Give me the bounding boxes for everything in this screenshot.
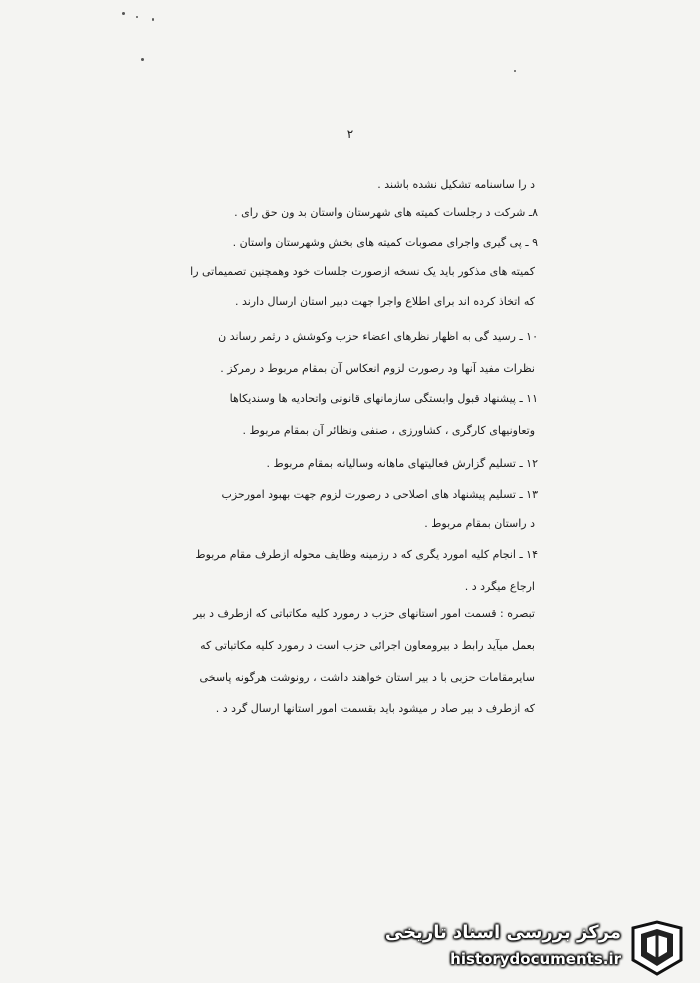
text-line: د را ساسنامه تشکیل نشده باشند . xyxy=(377,178,535,191)
text-line: ۱۴ ـ انجام کلیه امورد یگری که د رزمینه وظایف محوله ازطرف مقام مربوط xyxy=(195,548,538,561)
text-line: که اتخاذ کرده اند برای اطلاع واجرا جهت دبیر استان ارسال دارند . xyxy=(234,295,535,308)
watermark-url: historydocuments.ir xyxy=(450,950,621,968)
text-line: ۹ ـ پی گیری واجرای مصوبات کمیته های بخش وشهرستان واستان . xyxy=(232,236,538,249)
text-line: ۸ـ شرکت د رجلسات کمیته های شهرستان واستان بد ون حق رای . xyxy=(234,206,538,219)
text-line: وتعاونیهای کارگری ، کشاورزی ، صنفی ونظائر آن بمقام مربوط . xyxy=(242,424,535,437)
text-line: د راستان بمقام مربوط . xyxy=(424,517,535,530)
scan-speck xyxy=(141,58,144,61)
scan-speck xyxy=(122,12,125,15)
text-line: سایرمقامات حزبی با د بیر استان خواهند داشت ، رونوشت هرگونه پاسخی xyxy=(199,671,535,684)
text-line: ۱۱ ـ پیشنهاد قبول وابستگی سازمانهای قانونی واتحادیه ها وسندیکاها xyxy=(229,392,538,405)
page-number: ۲ xyxy=(346,127,354,141)
text-line: تبصره : قسمت امور استانهای حزب د رمورد کلیه مکاتباتی که ازطرف د بیر xyxy=(193,607,535,620)
archive-watermark xyxy=(384,918,693,978)
scan-speck xyxy=(514,70,516,72)
archive-logo-icon xyxy=(627,920,687,976)
text-line: که ازطرف د بیر صاد ر میشود باید بقسمت امور استانها ارسال گرد د . xyxy=(215,702,535,715)
watermark-title: مرکز بررسی اسناد تاریخی xyxy=(384,922,621,943)
text-line: کمیته های مذکور باید یک نسخه ازصورت جلسات خود وهمچنین تصمیماتی را xyxy=(190,265,535,278)
scan-speck xyxy=(152,18,154,21)
scan-speck xyxy=(136,16,138,18)
text-line: بعمل میآید رابط د بیرومعاون اجرائی حزب است د رمورد کلیه مکاتباتی که xyxy=(200,639,535,652)
text-line: ۱۳ ـ تسلیم پیشنهاد های اصلاحی د رصورت لزوم جهت بهبود امورحزب xyxy=(221,488,538,501)
text-line: نظرات مفید آنها ود رصورت لزوم انعکاس آن بمقام مربوط د رمرکز . xyxy=(220,362,535,375)
text-line: ۱۲ ـ تسلیم گزارش فعالیتهای ماهانه وسالیانه بمقام مربوط . xyxy=(266,457,538,470)
text-line: ۱۰ ـ رسید گی به اظهار نظرهای اعضاء حزب وکوشش د رثمر رساند ن xyxy=(218,330,538,343)
text-line: ارجاع میگرد د . xyxy=(464,580,535,593)
